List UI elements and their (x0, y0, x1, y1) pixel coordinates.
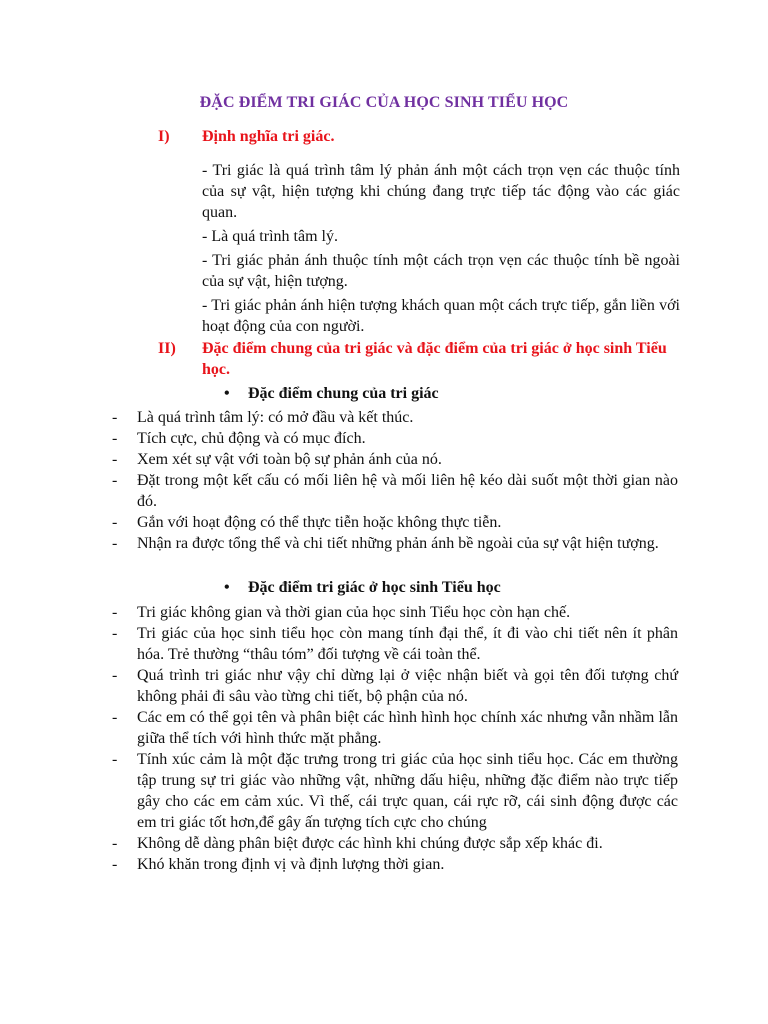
list-item: - Xem xét sự vật với toàn bộ sự phản ánh của nó. (112, 449, 678, 470)
list-item: - Khó khăn trong định vị và định lượng thời gian. (112, 854, 678, 875)
list-item: - Gắn với hoạt động có thể thực tiễn hoặc không thực tiễn. (112, 512, 678, 533)
primary-student-characteristics-list (112, 602, 678, 875)
list-item: - Tính xúc cảm là một đặc trưng trong tri giác của học sinh tiểu học. Các em thường tập trung sự tri giác vào những vật, những dấu hiệu, những đặc điểm nào trực tiếp gây cho các em cảm xúc. Vì thế, cái trực quan, cái rực rỡ, cái sinh động được các em tri giác tốt hơn,để gây ấn tượng tích cực cho chúng (112, 749, 678, 833)
section-1-title: Định nghĩa tri giác. (202, 128, 335, 145)
list-item: - Tích cực, chủ động và có mục đích. (112, 428, 678, 449)
list-item: - Quá trình tri giác như vậy chỉ dừng lại ở việc nhận biết và gọi tên đối tượng chứ không phải đi sâu vào từng chi tiết, bộ phận của nó. (112, 665, 678, 707)
list-item: - Nhận ra được tổng thể và chi tiết những phản ánh bề ngoài của sự vật hiện tượng. (112, 533, 678, 554)
definition-paragraph-4: - Tri giác phản ánh hiện tượng khách quan một cách trực tiếp, gắn liền với hoạt động của con người. (202, 297, 680, 335)
general-characteristics-list (112, 407, 678, 554)
list-item: - Các em có thể gọi tên và phân biệt các hình hình học chính xác nhưng vẫn nhầm lẫn giữa thể tích với hình thức mặt phẳng. (112, 707, 678, 749)
section-1-number: I) (158, 128, 170, 145)
list-item: - Tri giác không gian và thời gian của học sinh Tiểu học còn hạn chế. (112, 602, 678, 623)
subsection-general-title: Đặc điểm chung của tri giác (248, 385, 439, 402)
definition-paragraph-1: - Tri giác là quá trình tâm lý phản ánh một cách trọn vẹn các thuộc tính của sự vật, hiện tượng khi chúng đang trực tiếp tác động vào các giác quan. (202, 162, 680, 221)
bullet-icon: • (224, 385, 230, 402)
definition-paragraph-3: - Tri giác phản ánh thuộc tính một cách trọn vẹn các thuộc tính bề ngoài của sự vật, hiện tượng. (202, 252, 680, 290)
section-2-heading (158, 338, 680, 380)
bullet-icon: • (224, 579, 230, 596)
subsection-primary-title: Đặc điểm tri giác ở học sinh Tiểu học (248, 579, 501, 596)
list-item: - Không dễ dàng phân biệt được các hình khi chúng được sắp xếp khác đi. (112, 833, 678, 854)
list-item: - Là quá trình tâm lý: có mở đầu và kết thúc. (112, 407, 678, 428)
list-item: - Đặt trong một kết cấu có mối liên hệ và mối liên hệ kéo dài suốt một thời gian nào đó. (112, 470, 678, 512)
document-title: ĐẶC ĐIỂM TRI GIÁC CỦA HỌC SINH TIỂU HỌC (199, 94, 569, 111)
section-2-title: Đặc điểm chung của tri giác và đặc điểm của tri giác ở học sinh Tiểu học. (202, 340, 667, 378)
subsection-primary-heading (224, 577, 501, 598)
definition-paragraph-2: - Là quá trình tâm lý. (202, 228, 338, 245)
subsection-general-heading (224, 383, 439, 404)
list-item: - Tri giác của học sinh tiểu học còn mang tính đại thể, ít đi vào chi tiết nên ít phân hóa. Trẻ thường “thâu tóm” đối tượng về cái toàn thể. (112, 623, 678, 665)
section-2-number: II) (158, 340, 176, 357)
